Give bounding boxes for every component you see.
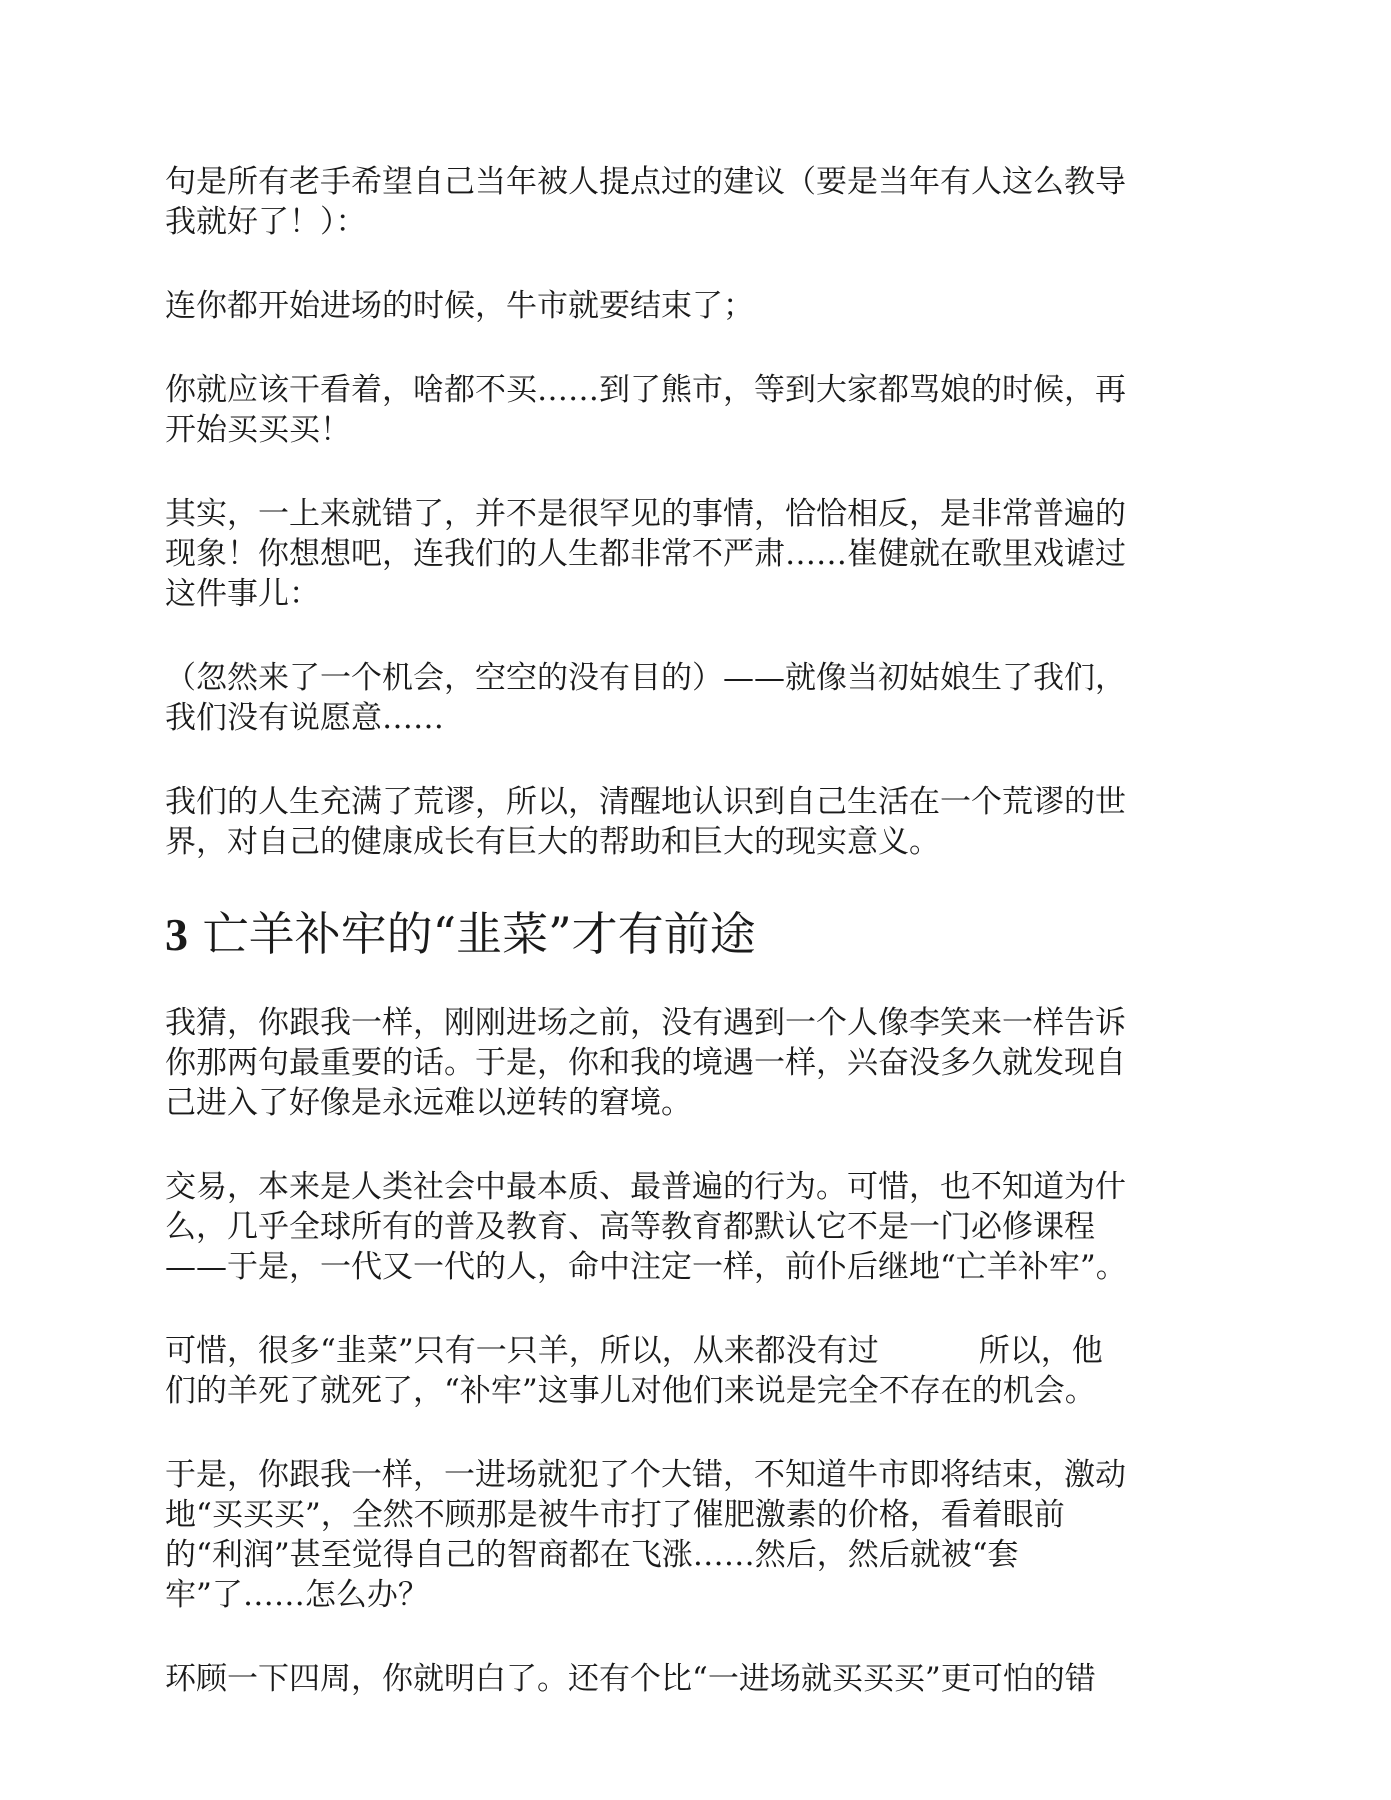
text-line: 么，几乎全球所有的普及教育、高等教育都默认它不是一门必修课程 — [165, 1209, 1095, 1245]
text-line: 环顾一下四周，你就明白了。还有个比“一进场就买买买”更可怕的错 — [165, 1661, 1096, 1697]
paragraph — [165, 1167, 1230, 1287]
text-line — [165, 1331, 1230, 1371]
text-line: 你那两句最重要的话。于是，你和我的境遇一样，兴奋没多久就发现自 — [165, 1045, 1126, 1081]
section-heading — [165, 906, 1230, 963]
paragraph — [165, 1455, 1230, 1615]
text-line: 于是，你跟我一样，一进场就犯了个大错，不知道牛市即将结束，激动 — [165, 1457, 1126, 1493]
text-line: 这件事儿： — [165, 576, 320, 612]
text-fragment: 可惜，很多“韭菜”只有一只羊，所以，从来都没有过 — [165, 1333, 879, 1369]
paragraph — [165, 494, 1230, 614]
text-line: 你就应该干看着，啥都不买……到了熊市，等到大家都骂娘的时候，再 — [165, 372, 1126, 408]
text-line: 牢”了……怎么办？ — [165, 1577, 429, 1613]
text-line: 的“利润”甚至觉得自己的智商都在飞涨……然后，然后就被“套 — [165, 1537, 1019, 1573]
text-line: 开始买买买！ — [165, 412, 351, 448]
text-line: 己进入了好像是永远难以逆转的窘境。 — [165, 1085, 692, 1121]
text-line: 们的羊死了就死了，“补牢”这事儿对他们来说是完全不存在的机会。 — [165, 1373, 1096, 1409]
text-line: 界，对自己的健康成长有巨大的帮助和巨大的现实意义。 — [165, 824, 940, 860]
text-line: 其实，一上来就错了，并不是很罕见的事情，恰恰相反，是非常普遍的 — [165, 496, 1126, 532]
text-line: 交易，本来是人类社会中最本质、最普遍的行为。可惜，也不知道为什 — [165, 1169, 1126, 1205]
paragraph — [165, 658, 1230, 738]
paragraph — [165, 1659, 1230, 1699]
paragraph — [165, 1331, 1230, 1411]
paragraph — [165, 1003, 1230, 1123]
text-line: 地“买买买”，全然不顾那是被牛市打了催肥激素的价格，看着眼前 — [165, 1497, 1065, 1533]
text-line: 我就好了！）： — [165, 204, 367, 240]
paragraph — [165, 286, 1230, 326]
text-line: （忽然来了一个机会，空空的没有目的）——就像当初姑娘生了我们， — [165, 660, 1126, 696]
section-number: 3 — [165, 909, 188, 960]
text-line: 句是所有老手希望自己当年被人提点过的建议（要是当年有人这么教导 — [165, 164, 1126, 200]
document-body — [165, 162, 1230, 1743]
section-title: 亡羊补牢的“韭菜”才有前途 — [202, 907, 756, 961]
text-line: ——于是，一代又一代的人，命中注定一样，前仆后继地“亡羊补牢”。 — [165, 1249, 1127, 1285]
text-line: 现象！你想想吧，连我们的人生都非常不严肃……崔健就在歌里戏谑过 — [165, 536, 1126, 572]
paragraph — [165, 162, 1230, 242]
text-fragment: 所以，他 — [978, 1333, 1103, 1369]
paragraph — [165, 370, 1230, 450]
text-line: 我们没有说愿意…… — [165, 700, 444, 736]
text-line: 我猜，你跟我一样，刚刚进场之前，没有遇到一个人像李笑来一样告诉 — [165, 1005, 1126, 1041]
text-line: 连你都开始进场的时候，牛市就要结束了； — [165, 288, 754, 324]
text-line: 我们的人生充满了荒谬，所以，清醒地认识到自己生活在一个荒谬的世 — [165, 784, 1126, 820]
paragraph — [165, 782, 1230, 862]
